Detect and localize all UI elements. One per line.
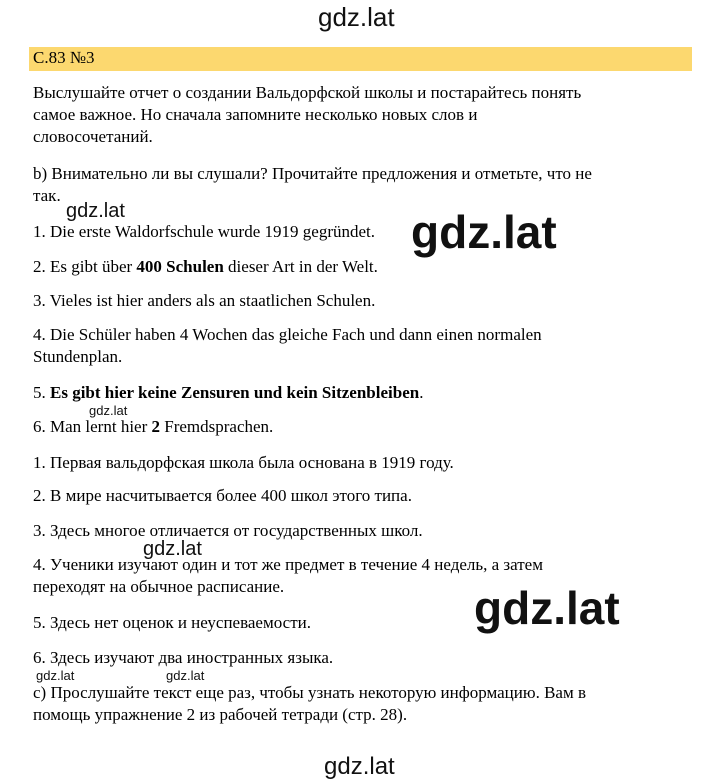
russian-sentence-3-text: 3. Здесь многое отличается от государственных школ. xyxy=(33,521,423,540)
russian-sentence-1 xyxy=(33,452,454,474)
exercise-number: С.83 №3 xyxy=(33,48,95,67)
russian-sentence-6 xyxy=(33,647,333,669)
intro-paragraph xyxy=(33,82,581,148)
german-sentence-2 xyxy=(33,256,378,278)
russian-sentence-4-line-2: переходят на обычное расписание. xyxy=(33,577,285,596)
task-c-paragraph xyxy=(33,682,586,726)
intro-line-2: самое важное. Но сначала запомните несколько новых слов и xyxy=(33,105,478,124)
intro-line-1: Выслушайте отчет о создании Вальдорфской школы и постарайтесь понять xyxy=(33,83,582,102)
german-sentence-5 xyxy=(33,382,423,404)
watermark-small-2: gdz.lat xyxy=(143,538,202,560)
task-c-line-2: помощь упражнение 2 из рабочей тетради (стр. 28). xyxy=(33,705,408,724)
german-sentence-2-bold: 400 Schulen xyxy=(136,257,224,276)
german-sentence-6-pre: 6. Man lernt hier xyxy=(33,417,152,436)
german-sentence-5-pre: 5. xyxy=(33,383,50,402)
german-sentence-2-pre: 2. Es gibt über xyxy=(33,257,137,276)
german-sentence-1 xyxy=(33,221,375,243)
watermark-small-1: gdz.lat xyxy=(66,200,125,222)
russian-sentence-3 xyxy=(33,520,423,542)
watermark-tiny-2: gdz.lat xyxy=(36,668,75,683)
watermark-large-2: gdz.lat xyxy=(474,582,620,634)
russian-sentence-1-text: 1. Первая вальдорфская школа была основана в 1919 году. xyxy=(33,453,454,472)
german-sentence-6 xyxy=(33,416,273,438)
german-sentence-1-text: 1. Die erste Waldorfschule wurde 1919 gegründet. xyxy=(33,222,375,241)
russian-sentence-2-text: 2. В мире насчитывается более 400 школ этого типа. xyxy=(33,486,412,505)
watermark-tiny-3: gdz.lat xyxy=(166,668,205,683)
russian-sentence-2 xyxy=(33,485,412,507)
task-b-line-1: b) Внимательно ли вы слушали? Прочитайте предложения и отметьте, что не xyxy=(33,164,592,183)
task-c-line-1: c) Прослушайте текст еще раз, чтобы узнать некоторую информацию. Вам в xyxy=(33,683,586,702)
german-sentence-2-post: dieser Art in der Welt. xyxy=(223,257,378,276)
task-b-line-2: так. xyxy=(33,186,61,205)
russian-sentence-6-text: 6. Здесь изучают два иностранных языка. xyxy=(33,648,334,667)
german-sentence-5-bold: Es gibt hier keine Zensuren und kein Sitzenbleiben xyxy=(50,383,420,402)
watermark-tiny-1: gdz.lat xyxy=(89,403,128,418)
german-sentence-3 xyxy=(33,290,375,312)
german-sentence-4-line-1: 4. Die Schüler haben 4 Wochen das gleiche Fach und dann einen normalen xyxy=(33,325,542,344)
exercise-header-bar xyxy=(29,47,692,71)
watermark-top: gdz.lat xyxy=(318,2,395,32)
intro-line-3: словосочетаний. xyxy=(33,127,153,146)
russian-sentence-4-line-1: 4. Ученики изучают один и тот же предмет в течение 4 недель, а затем xyxy=(33,555,543,574)
russian-sentence-5 xyxy=(33,612,311,634)
german-sentence-3-text: 3. Vieles ist hier anders als an staatlichen Schulen. xyxy=(33,291,376,310)
russian-sentence-4 xyxy=(33,554,543,598)
german-sentence-5-post: . xyxy=(419,383,424,402)
watermark-large-1: gdz.lat xyxy=(411,206,557,258)
watermark-bottom: gdz.lat xyxy=(324,753,395,780)
german-sentence-4 xyxy=(33,324,542,368)
german-sentence-6-bold: 2 xyxy=(151,417,160,436)
russian-sentence-5-text: 5. Здесь нет оценок и неуспеваемости. xyxy=(33,613,311,632)
german-sentence-6-post: Fremdsprachen. xyxy=(160,417,274,436)
german-sentence-4-line-2: Stundenplan. xyxy=(33,347,123,366)
